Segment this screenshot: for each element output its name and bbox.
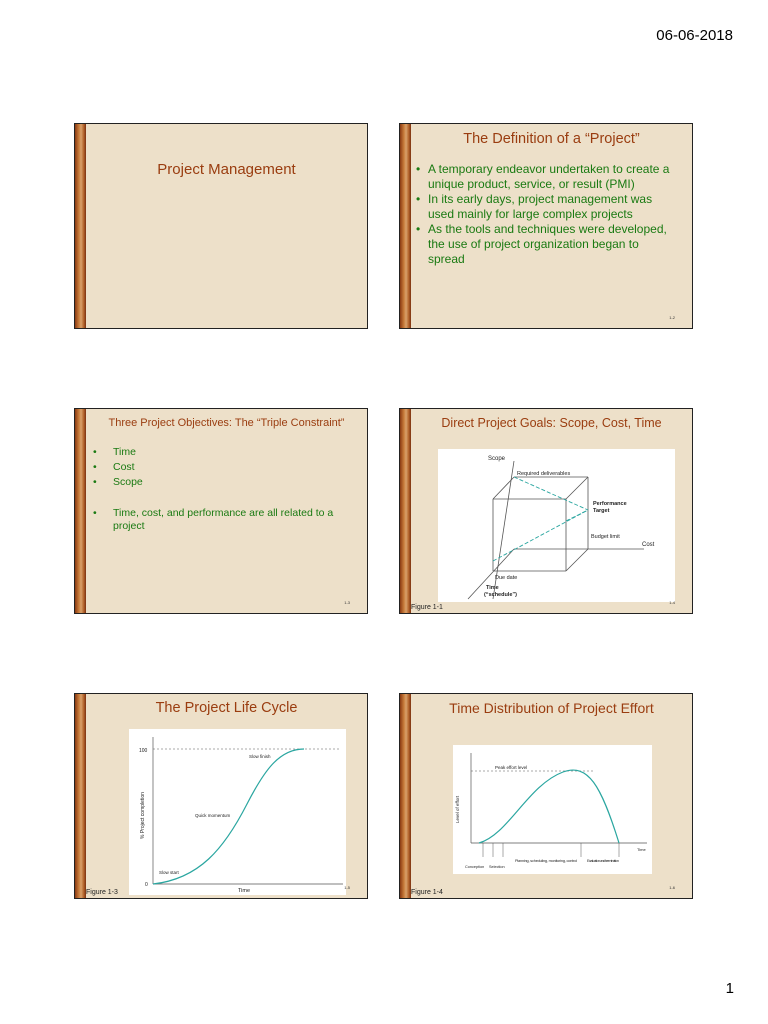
label-performance: Performance bbox=[593, 501, 627, 507]
y-axis-label: % Project completion bbox=[140, 792, 146, 839]
y-axis-label: Level of effort bbox=[455, 795, 460, 823]
slide-accent-bar bbox=[400, 124, 411, 328]
effort-distribution-graph bbox=[453, 745, 652, 874]
bullet-item: • In its early days, project management was used mainly for large complex projects bbox=[416, 192, 678, 222]
label-evaluation: Evaluation and termination bbox=[587, 859, 619, 863]
slide-number: 1-6 bbox=[669, 885, 675, 890]
axis-label-cost: Cost bbox=[642, 542, 655, 548]
slide-accent-bar bbox=[400, 409, 411, 613]
slide-4 bbox=[399, 408, 693, 614]
label-due-date: Due date bbox=[495, 575, 518, 581]
slide-title: Project Management bbox=[157, 161, 296, 178]
axis-label-scope: Scope bbox=[488, 456, 506, 462]
bullet-item: • Time bbox=[93, 445, 353, 460]
bullet-item: • As the tools and techniques were developed, the use of project organization began to spread bbox=[416, 222, 678, 267]
label-quick-momentum: Quick momentum bbox=[195, 813, 231, 818]
bullet-list-secondary bbox=[93, 507, 353, 533]
label-required-deliverables: Required deliverables bbox=[517, 471, 571, 477]
slide-title: The Definition of a “Project” bbox=[463, 131, 640, 147]
slide-title: Direct Project Goals: Scope, Cost, Time bbox=[441, 416, 662, 430]
bullet-list bbox=[416, 162, 678, 267]
label-target: Target bbox=[593, 508, 610, 514]
slide-6 bbox=[399, 693, 693, 899]
slide-5 bbox=[74, 693, 368, 899]
label-budget-limit: Budget limit bbox=[591, 534, 620, 540]
bullet-item: • A temporary endeavor undertaken to create a unique product, service, or result (PMI) bbox=[416, 162, 678, 192]
y-tick-100: 100 bbox=[139, 748, 148, 754]
slide-3 bbox=[74, 408, 368, 614]
life-cycle-graph bbox=[129, 729, 346, 895]
slide-2 bbox=[399, 123, 693, 329]
bullet-item: • Cost bbox=[93, 460, 353, 475]
bullet-item: • Scope bbox=[93, 475, 353, 490]
page-number: 1 bbox=[725, 980, 734, 997]
slide-accent-bar bbox=[400, 694, 411, 898]
slide-number: 1-2 bbox=[669, 315, 675, 320]
slide-accent-bar bbox=[75, 409, 86, 613]
label-selection: Selection bbox=[489, 865, 505, 869]
slide-number: 1-5 bbox=[344, 885, 350, 890]
label-schedule: (“schedule”) bbox=[484, 592, 518, 598]
label-planning: Planning, scheduling, monitoring, control bbox=[515, 859, 577, 863]
scope-cost-time-diagram bbox=[438, 449, 675, 602]
slide-accent-bar bbox=[75, 124, 86, 328]
label-peak-effort: Peak effort level bbox=[495, 765, 528, 770]
label-slow-start: Slow start bbox=[159, 870, 179, 875]
slide-title: The Project Life Cycle bbox=[155, 700, 298, 716]
slide-title: Three Project Objectives: The “Triple Constraint” bbox=[108, 417, 345, 429]
y-tick-0: 0 bbox=[145, 882, 148, 888]
figure-caption: Figure 1-3 bbox=[86, 889, 118, 896]
x-axis-label: Time bbox=[238, 888, 251, 894]
x-axis-label: Time bbox=[637, 847, 646, 852]
slide-accent-bar bbox=[75, 694, 86, 898]
label-slow-finish: Slow finish bbox=[249, 754, 271, 759]
slide-1 bbox=[74, 123, 368, 329]
figure-caption: Figure 1-1 bbox=[411, 604, 443, 611]
label-conception: Conception bbox=[465, 865, 485, 869]
axis-label-time: Time bbox=[486, 585, 499, 591]
slide-number: 1-3 bbox=[344, 600, 350, 605]
bullet-item: • Time, cost, and performance are all related to a project bbox=[93, 507, 353, 533]
slide-title: Time Distribution of Project Effort bbox=[449, 700, 654, 716]
print-date: 06-06-2018 bbox=[656, 27, 733, 44]
figure-caption: Figure 1-4 bbox=[411, 889, 443, 896]
slide-number: 1-4 bbox=[669, 600, 675, 605]
bullet-list bbox=[93, 445, 353, 490]
